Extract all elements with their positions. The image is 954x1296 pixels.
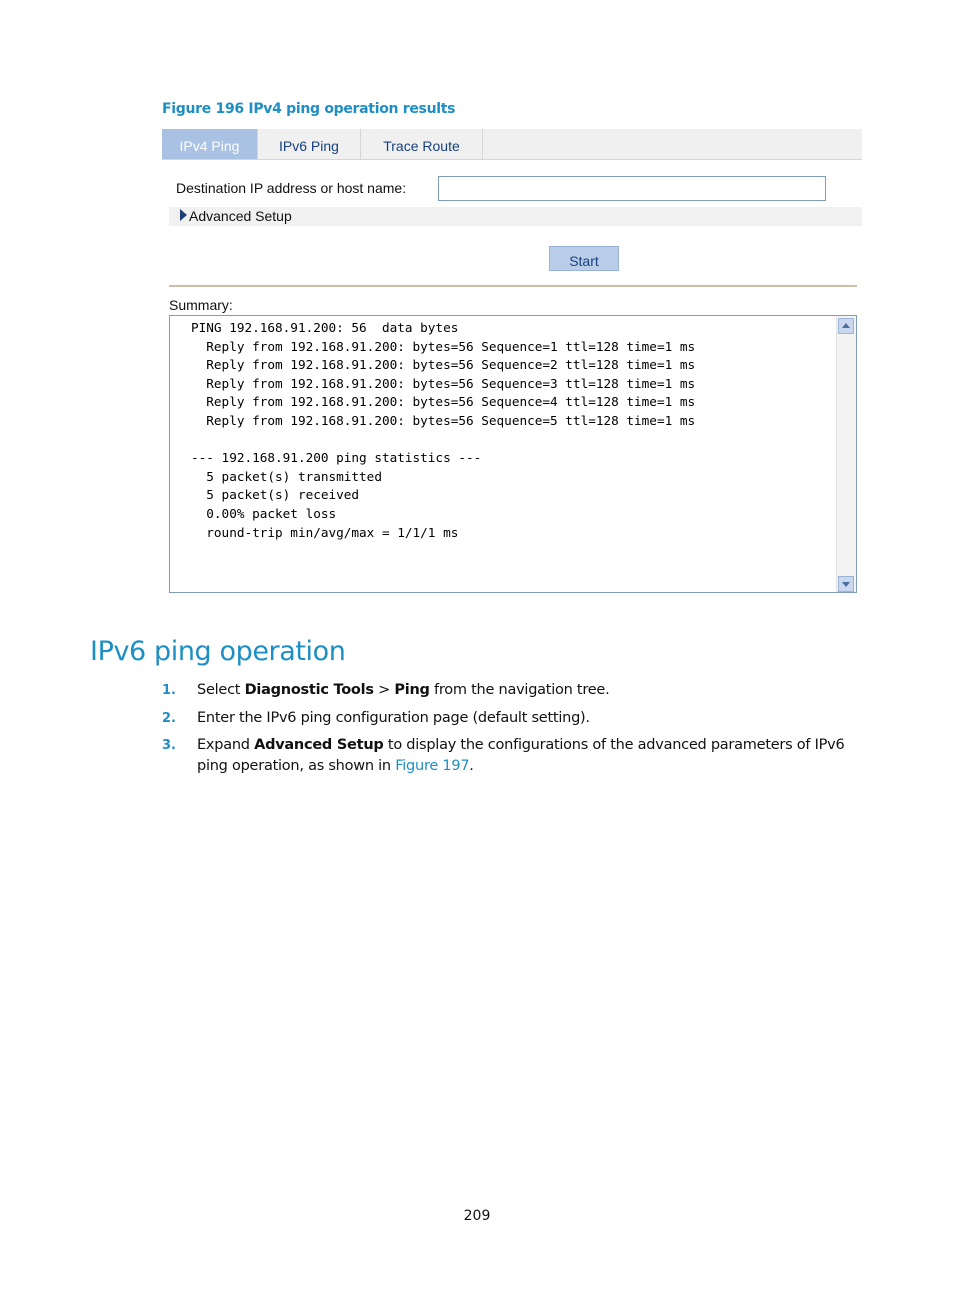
- figure-link[interactable]: Figure 197: [395, 758, 470, 774]
- step-text: [197, 680, 862, 701]
- step-text-run: >: [373, 682, 395, 698]
- start-button[interactable]: Start: [549, 246, 619, 271]
- section-heading: IPv6 ping operation: [90, 636, 346, 667]
- step-text-run: Expand: [197, 737, 255, 753]
- page-number: 209: [463, 1208, 491, 1224]
- step-number: 2.: [162, 711, 176, 726]
- divider: [169, 285, 857, 287]
- summary-output[interactable]: [169, 315, 857, 593]
- advanced-setup-toggle[interactable]: [169, 207, 862, 226]
- step-text-run: to display the configurations of the advanced parameters of IPv6 ping operation, as shown in: [197, 737, 845, 774]
- tab-ipv6-ping[interactable]: IPv6 Ping: [258, 129, 361, 159]
- tab-bar: [162, 129, 862, 160]
- scroll-up-button[interactable]: [838, 318, 854, 334]
- destination-input[interactable]: [438, 176, 826, 201]
- advanced-setup-label: Advanced Setup: [189, 208, 292, 224]
- step-text: [197, 708, 862, 729]
- ui-term: Advanced Setup: [254, 737, 384, 753]
- step-text-run: from the navigation tree.: [429, 682, 610, 698]
- step-text: [197, 735, 862, 777]
- step-number: 3.: [162, 738, 176, 753]
- step-number: 1.: [162, 683, 176, 698]
- ui-term: Diagnostic Tools: [244, 682, 374, 698]
- summary-text: PING 192.168.91.200: 56 data bytes Reply from 192.168.91.200: bytes=56 Sequence=1 ttl=128 time=1 ms Reply from 192.168.91.200: bytes=56 Sequence=2 ttl=128 time=1 ms Reply from 192.168.91.200: bytes=56 Sequence=3 ttl=128 time=1 ms Reply from 192.168.91.200: bytes=56 Sequence=4 ttl=128 time=1 ms Reply from 192.168.91.200: bytes=56 Sequence=5 ttl=128 time=1 ms --- 192.168.91.200 ping statistics --- 5 packet(s) transmitted 5 packet(s) received 0.00% packet loss round-trip min/avg/max = 1/1/1 ms: [191, 320, 696, 540]
- scroll-down-button[interactable]: [838, 576, 854, 592]
- arrow-down-icon: [842, 582, 850, 587]
- step-text-run: .: [469, 758, 474, 774]
- step-text-run: Select: [197, 682, 245, 698]
- ui-term: Ping: [394, 682, 430, 698]
- step-text-run: Enter the IPv6 ping configuration page (default setting).: [197, 710, 590, 726]
- destination-label: Destination IP address or host name:: [176, 180, 407, 196]
- tab-trace-route[interactable]: Trace Route: [361, 129, 483, 159]
- expand-arrow-icon: [180, 209, 187, 221]
- tab-ipv4-ping[interactable]: IPv4 Ping: [162, 129, 258, 159]
- arrow-up-icon: [842, 323, 850, 328]
- figure-caption: Figure 196 IPv4 ping operation results: [162, 101, 456, 117]
- summary-label: Summary:: [169, 297, 233, 313]
- scrollbar[interactable]: [836, 316, 856, 592]
